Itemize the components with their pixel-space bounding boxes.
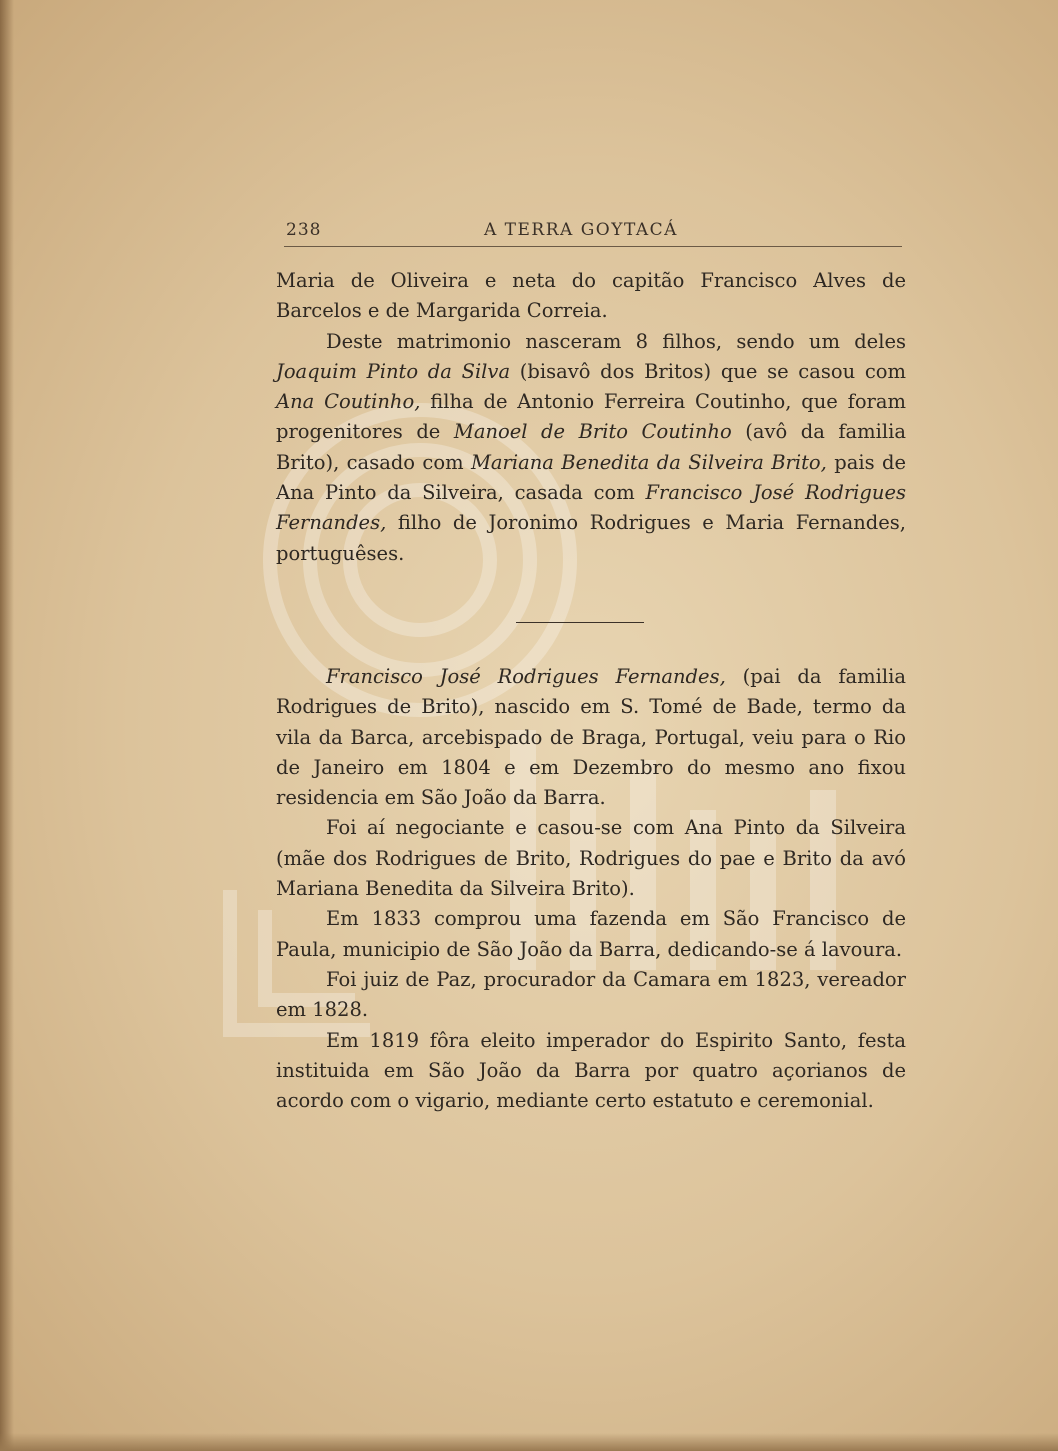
paragraph-3 bbox=[276, 662, 906, 813]
p2-italic-name-ana: Ana Coutinho, bbox=[276, 390, 421, 414]
p2-text-g: (avô da familia Brito), casado com bbox=[276, 420, 906, 474]
p2-text-c: (bisavô dos Britos) que se casou com bbox=[510, 359, 906, 383]
running-title: A TERRA GOYTACÁ bbox=[484, 220, 678, 240]
page-number: 238 bbox=[286, 220, 322, 240]
p2-italic-name-manoel: Manoel de Brito Coutinho bbox=[453, 420, 732, 444]
page-edge-shadow bbox=[0, 0, 14, 1451]
running-header bbox=[284, 218, 902, 247]
paragraph-2 bbox=[276, 327, 906, 569]
page-bottom-shadow bbox=[0, 1433, 1058, 1451]
paragraph-7: Em 1819 fôra eleito imperador do Espirito Santo, festa instituida em São João da Barra por quatro açorianos de acordo com o vigario, mediante certo estatuto e ceremonial. bbox=[276, 1028, 906, 1113]
p2-text-a: Deste matrimonio nasceram 8 filhos, sendo um deles bbox=[326, 329, 906, 353]
section-divider bbox=[516, 622, 644, 623]
p2-italic-name-joaquim: Joaquim Pinto da Silva bbox=[276, 359, 511, 383]
paragraph-6: Foi juiz de Paz, procurador da Camara em 1823, vereador em 1828. bbox=[276, 967, 906, 1022]
p2-text-i: pais de Ana Pinto da Silveira, casada com bbox=[276, 450, 906, 505]
p2-italic-name-mariana: Mariana Benedita da Silveira Brito, bbox=[470, 450, 827, 474]
paragraph-5: Em 1833 comprou uma fazenda em São Francisco de Paula, municipio de São João da Barra, dedicando-se á lavoura. bbox=[276, 907, 906, 961]
p2-text-e: filha de Antonio Ferreira Coutinho, que foram progenitores de bbox=[276, 390, 906, 444]
text-block-top bbox=[276, 266, 906, 569]
paragraph-4: Foi aí negociante e casou-se com Ana Pinto da Silveira (mãe dos Rodrigues de Brito, Rodrigues do pae e Brito da avó Mariana Benedita da Silveira Brito). bbox=[276, 816, 906, 901]
p3-text-b: (pai da familia Rodrigues de Brito), nascido em S. Tomé de Bade, termo da vila da Barca, arcebispado de Braga, Portugal, veiu para o Rio de Janeiro em 1804 e em Dezembro do mesmo ano fixou residencia em São João da Barra. bbox=[276, 665, 906, 810]
p3-italic-name-francisco: Francisco José Rodrigues Fernandes, bbox=[326, 665, 726, 688]
text-block-bottom bbox=[276, 662, 906, 1116]
p2-italic-name-francisco: Francisco José Rodrigues Fernandes, bbox=[276, 481, 906, 535]
p2-text-k: filho de Joronimo Rodrigues e Maria Fernandes, portuguêses. bbox=[276, 511, 906, 565]
paragraph-1: Maria de Oliveira e neta do capitão Francisco Alves de Barcelos e de Margarida Correia. bbox=[276, 269, 906, 323]
